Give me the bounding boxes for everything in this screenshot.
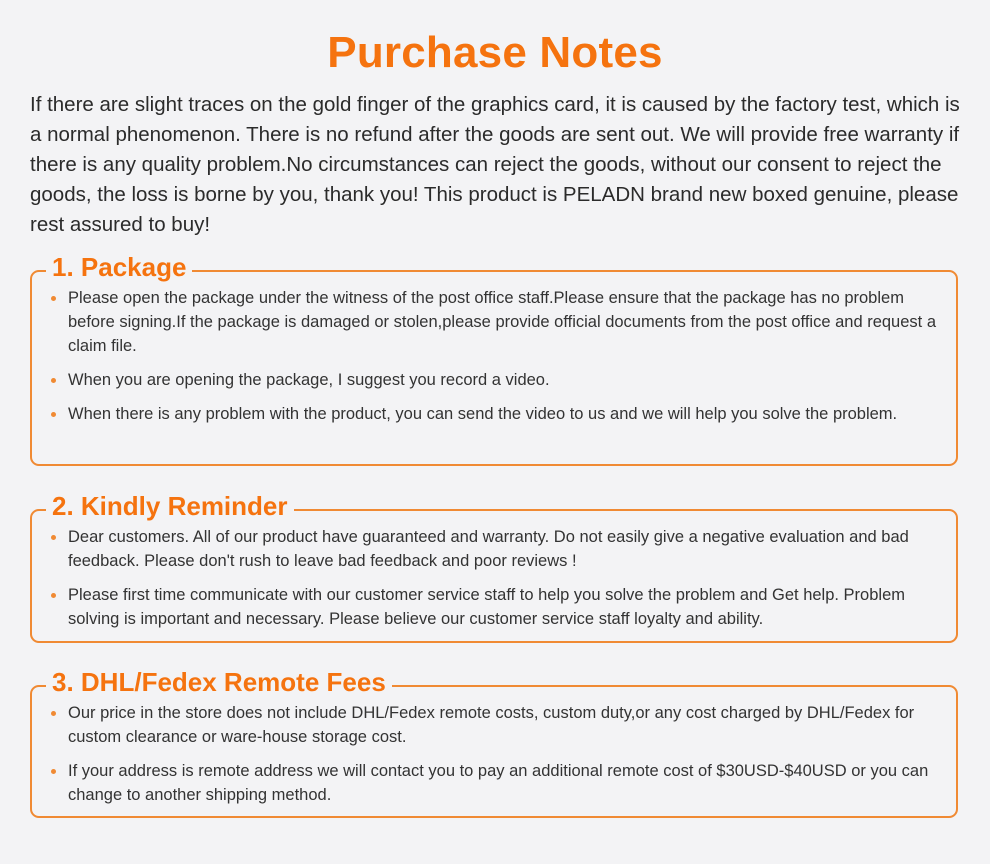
bullet-dot-icon [51, 769, 56, 774]
page-title: Purchase Notes [327, 28, 663, 77]
list-item-text: When you are opening the package, I suggest you record a video. [68, 371, 550, 389]
list-item-text: Please first time communicate with our customer service staff to help you solve the problem and Get help. Problem solving is important and necessary. Please believe our customer service staff loyalty and ability. [68, 586, 905, 628]
reminder-list [32, 511, 956, 645]
bullet-dot-icon [51, 378, 56, 383]
list-item [68, 368, 944, 392]
section-kindly-reminder [30, 491, 958, 643]
bullet-dot-icon [51, 412, 56, 417]
list-item [68, 525, 944, 573]
section-title-remote-fees: 3. DHL/Fedex Remote Fees [46, 667, 392, 697]
section-title-kindly-reminder: 2. Kindly Reminder [46, 491, 294, 521]
list-item-text: If your address is remote address we will contact you to pay an additional remote cost of $30USD-$40USD or you can change to another shipping method. [68, 762, 929, 804]
bullet-dot-icon [51, 711, 56, 716]
list-item [68, 286, 944, 358]
section-package [30, 252, 958, 466]
section-title-package: 1. Package [46, 252, 192, 282]
list-item-text: Please open the package under the witness of the post office staff.Please ensure that the package has no problem before signing.If the package is damaged or stolen,please provide official documents from the post office and request a claim file. [68, 289, 937, 355]
bullet-dot-icon [51, 535, 56, 540]
list-item [68, 402, 944, 426]
list-item [68, 701, 944, 749]
section-remote-fees [30, 667, 958, 818]
list-item [68, 583, 944, 631]
list-item-text: When there is any problem with the product, you can send the video to us and we will help you solve the problem. [68, 405, 898, 423]
package-list [32, 272, 956, 440]
bullet-dot-icon [51, 296, 56, 301]
list-item-text: Dear customers. All of our product have guaranteed and warranty. Do not easily give a negative evaluation and bad feedback. Please don't rush to leave bad feedback and poor reviews ! [68, 528, 909, 570]
list-item [68, 759, 944, 807]
remote-fees-list [32, 687, 956, 821]
intro-paragraph: If there are slight traces on the gold finger of the graphics card, it is caused by the factory test, which is a normal phenomenon. There is no refund after the goods are sent out. We will provide free warranty if there is any quality problem.No circumstances can reject the goods, without our consent to reject the goods, the loss is borne by you, thank you! This product is PELADN brand new boxed genuine, please rest assured to buy! [30, 93, 960, 236]
list-item-text: Our price in the store does not include DHL/Fedex remote costs, custom duty,or any cost charged by DHL/Fedex for custom clearance or ware-house storage cost. [68, 704, 915, 746]
bullet-dot-icon [51, 593, 56, 598]
